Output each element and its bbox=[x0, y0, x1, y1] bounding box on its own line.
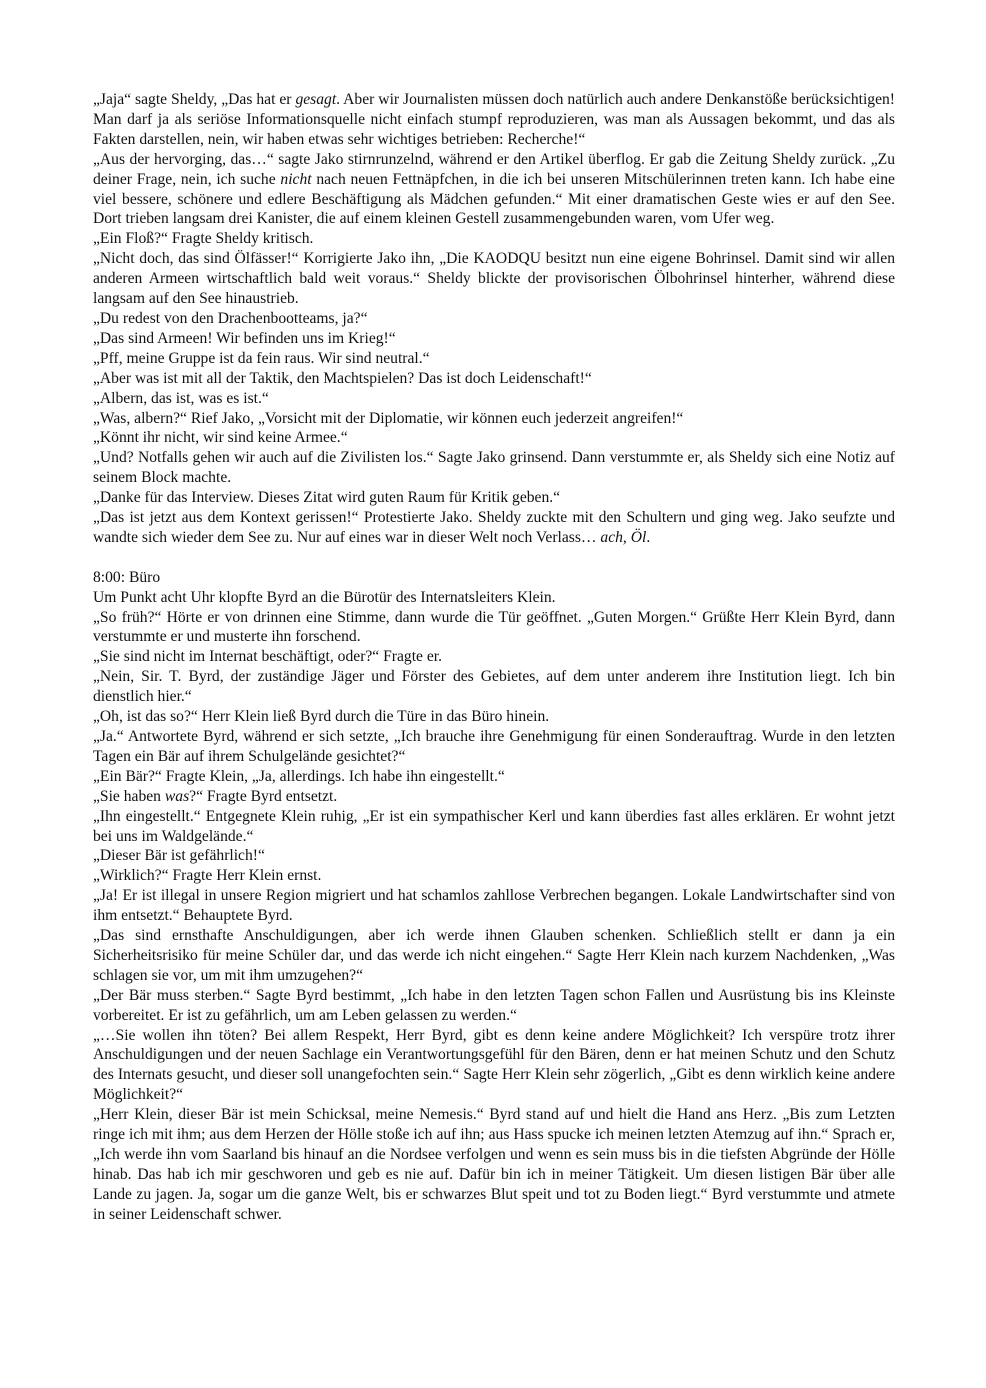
paragraph-text: „Ein Bär?“ Fragte Klein, „Ja, allerdings. Ich habe ihn eingestellt.“ bbox=[93, 767, 505, 785]
paragraph-text: „Albern, das ist, was es ist.“ bbox=[93, 389, 269, 407]
paragraph bbox=[93, 349, 895, 369]
paragraph bbox=[93, 647, 895, 667]
paragraph bbox=[93, 926, 895, 986]
paragraph bbox=[93, 986, 895, 1026]
section-break bbox=[93, 548, 895, 568]
paragraph bbox=[93, 329, 895, 349]
paragraph-text: „Dieser Bär ist gefährlich!“ bbox=[93, 847, 265, 865]
paragraph-text: „Oh, ist das so?“ Herr Klein ließ Byrd durch die Türe in das Büro hinein. bbox=[93, 708, 550, 726]
paragraph-text: „Aber was ist mit all der Taktik, den Machtspielen? Das ist doch Leidenschaft!“ bbox=[93, 369, 592, 387]
paragraph-text: „Das ist jetzt aus dem Kontext gerissen!“ Protestierte Jako. Sheldy zuckte mit den Schultern und ging weg. Jako seufzte und wandte sich wieder dem See zu. Nur auf eines war in dieser Welt noch Verlass… bbox=[93, 509, 895, 546]
document-page bbox=[93, 90, 895, 1225]
paragraph-text: „Sie haben bbox=[93, 787, 165, 805]
paragraph-text: Um Punkt acht Uhr klopfte Byrd an die Bürotür des Internatsleiters Klein. bbox=[93, 588, 556, 606]
paragraph-text: „Danke für das Interview. Dieses Zitat wird guten Raum für Kritik geben.“ bbox=[93, 489, 561, 507]
paragraph-text: „So früh?“ Hörte er von drinnen eine Stimme, dann wurde die Tür geöffnet. „Guten Morgen.“ Grüßte Herr Klein Byrd, dann verstummte er und musterte ihn forschend. bbox=[93, 608, 895, 646]
paragraph bbox=[93, 150, 895, 230]
paragraph-text: „Was, albern?“ Rief Jako, „Vorsicht mit der Diplomatie, wir können euch jederzeit angreifen!“ bbox=[93, 409, 684, 427]
paragraph-text: „Ein Floß?“ Fragte Sheldy kritisch. bbox=[93, 230, 314, 248]
paragraph-text: „Nein, Sir. T. Byrd, der zuständige Jäger und Förster des Gebietes, auf dem unter anderem ihre Institution liegt. Ich bin dienstlich hier.“ bbox=[93, 668, 895, 706]
italic-text: ach, Öl bbox=[600, 528, 647, 546]
italic-text: nicht bbox=[280, 170, 312, 188]
paragraph bbox=[93, 488, 895, 508]
paragraph bbox=[93, 886, 895, 926]
paragraph bbox=[93, 568, 895, 588]
paragraph bbox=[93, 249, 895, 309]
paragraph-text: „Ihn eingestellt.“ Entgegnete Klein ruhig, „Er ist ein sympathischer Kerl und kann überdies fast alles erklären. Er wohnt jetzt bei uns im Waldgelände.“ bbox=[93, 807, 895, 845]
paragraph-text: „Pff, meine Gruppe ist da fein raus. Wir sind neutral.“ bbox=[93, 349, 430, 367]
paragraph-text: „Nicht doch, das sind Ölfässer!“ Korrigierte Jako ihn, „Die KAODQU besitzt nun eine eigene Bohrinsel. Damit sind wir allen anderen Armeen wirtschaftlich bald weit voraus.“ Sheldy blickte der provisorischen Ölbohrinsel hinterher, während diese langsam auf den See hinaustrieb. bbox=[93, 250, 895, 308]
paragraph-text: 8:00: Büro bbox=[93, 568, 161, 586]
paragraph bbox=[93, 787, 895, 807]
paragraph bbox=[93, 409, 895, 429]
paragraph-text: „Du redest von den Drachenbootteams, ja?“ bbox=[93, 309, 368, 327]
paragraph bbox=[93, 90, 895, 150]
italic-text: was bbox=[164, 787, 190, 805]
paragraph bbox=[93, 727, 895, 767]
paragraph bbox=[93, 1026, 895, 1106]
paragraph bbox=[93, 707, 895, 727]
italic-text: gesagt bbox=[295, 91, 337, 108]
paragraph bbox=[93, 1105, 895, 1224]
paragraph-text: „Ja! Er ist illegal in unsere Region migriert und hat schamlos zahllose Verbrechen begangen. Lokale Landwirtschafter sind von ihm entsetzt.“ Behauptete Byrd. bbox=[93, 887, 895, 925]
paragraph-text: „…Sie wollen ihn töten? Bei allem Respekt, Herr Byrd, gibt es denn keine andere Möglichkeit? Ich verspüre trotz ihrer Anschuldigungen und der neuen Sachlage ein Verantwortungsgefühl für den Bären, denn er hat meinen Schutz und den Schutz des Internats gesucht, und dieser soll unangefochten sein.“ Sagte Herr Klein sehr zögerlich, „Gibt es denn wirklich keine andere Möglichkeit?“ bbox=[93, 1026, 895, 1104]
paragraph bbox=[93, 428, 895, 448]
paragraph-text: „Ja.“ Antwortete Byrd, während er sich setzte, „Ich brauche ihre Genehmigung für einen Sonderauftrag. Wurde in den letzten Tagen ein Bär auf ihrem Schulgelände gesichtet?“ bbox=[93, 727, 895, 765]
paragraph-text: „Sie sind nicht im Internat beschäftigt, oder?“ Fragte er. bbox=[93, 648, 443, 666]
paragraph bbox=[93, 229, 895, 249]
paragraph bbox=[93, 807, 895, 847]
paragraph-text: . Aber wir Journalisten müssen doch natürlich auch andere Denkanstöße berücksichtigen! Man darf ja als seriöse Informationsquelle nicht einfach stumpf reproduzieren, was man als Aussagen bekommt, und das als Fakten darstellen, nein, wir haben etwas sehr wichtiges betrieben: Recherche!“ bbox=[93, 91, 895, 148]
paragraph-text: „Und? Notfalls gehen wir auch auf die Zivilisten los.“ Sagte Jako grinsend. Dann verstummte er, als Sheldy sich eine Notiz auf seinem Block machte. bbox=[93, 449, 895, 487]
paragraph bbox=[93, 866, 895, 886]
paragraph-text: „Jaja“ sagte Sheldy, „Das hat er bbox=[93, 91, 296, 108]
paragraph bbox=[93, 588, 895, 608]
paragraph-text: „Aus der hervorging, das…“ sagte Jako stirnrunzelnd, während er den Artikel überflog. Er gab die Zeitung Sheldy zurück. „Zu deiner Frage, nein, ich suche bbox=[93, 150, 895, 188]
paragraph bbox=[93, 389, 895, 409]
paragraph-text: „Herr Klein, dieser Bär ist mein Schicksal, meine Nemesis.“ Byrd stand auf und hielt die Hand ans Herz. „Bis zum Letzten ringe ich mit ihm; aus dem Herzen der Hölle stoße ich auf ihn; aus Hass spucke ich meinen letzten Atemzug auf ihn.“ Sprach er, „Ich werde ihn vom Saarland bis hinauf an die Nordsee verfolgen und wenn es sein muss bis in die tiefsten Abgründe der Hölle hinab. Das hab ich mir geschworen und geb es nie auf. Dafür bin ich in meiner Tätigkeit. Um diesen listigen Bär über alle Lande zu jagen. Ja, sogar um die ganze Welt, bis er schwarzes Blut speit und tot zu Boden liegt.“ Byrd verstummte und atmete in seiner Leidenschaft schwer. bbox=[93, 1106, 895, 1223]
paragraph-text: „Der Bär muss sterben.“ Sagte Byrd bestimmt, „Ich habe in den letzten Tagen schon Fallen und Ausrüstung bis ins Kleinste vorbereitet. Er ist zu gefährlich, um am Leben gelassen zu werden.“ bbox=[93, 986, 895, 1024]
paragraph bbox=[93, 309, 895, 329]
paragraph bbox=[93, 846, 895, 866]
paragraph-text: . bbox=[646, 528, 651, 546]
paragraph bbox=[93, 667, 895, 707]
paragraph bbox=[93, 767, 895, 787]
paragraph-text: „Könnt ihr nicht, wir sind keine Armee.“ bbox=[93, 429, 348, 447]
paragraph-text: ?“ Fragte Byrd entsetzt. bbox=[189, 787, 338, 805]
paragraph bbox=[93, 508, 895, 548]
paragraph-text: „Das sind ernsthafte Anschuldigungen, aber ich werde ihnen Glauben schenken. Schließlich stellt er dann ja ein Sicherheitsrisiko für meine Schüler dar, und das werde ich nicht eingehen.“ Sagte Herr Klein nach kurzem Nachdenken, „Was schlagen sie vor, um mit ihm umzugehen?“ bbox=[93, 927, 895, 984]
paragraph-text: „Wirklich?“ Fragte Herr Klein ernst. bbox=[93, 867, 322, 885]
paragraph-text: „Das sind Armeen! Wir befinden uns im Krieg!“ bbox=[93, 329, 396, 347]
paragraph bbox=[93, 448, 895, 488]
paragraph-text: nach neuen Fettnäpfchen, in die ich bei unseren Mitschülerinnen treten kann. Ich habe eine viel bessere, schönere und edlere Beschäftigung als Mädchen gefunden.“ Mit einer dramatischen Geste wies er auf den See. Dort trieben langsam drei Kanister, die auf einem kleinen Gestell zusammengebunden waren, vom Ufer weg. bbox=[93, 170, 895, 228]
paragraph bbox=[93, 369, 895, 389]
paragraph bbox=[93, 608, 895, 648]
